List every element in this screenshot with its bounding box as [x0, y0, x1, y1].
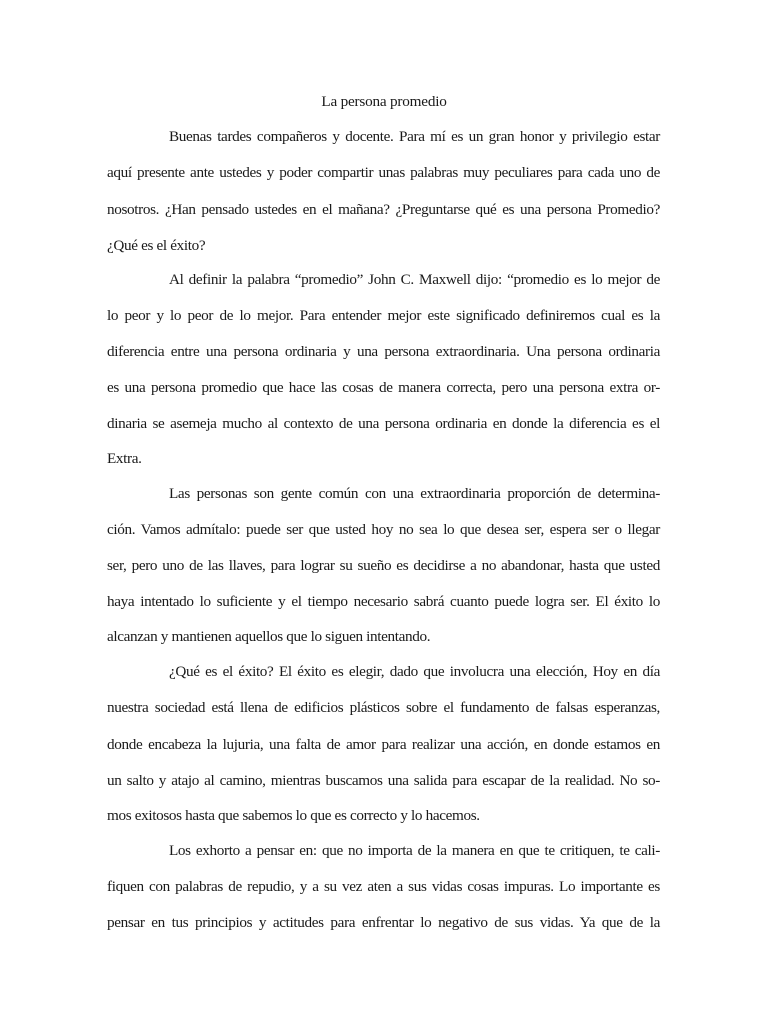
paragraph-line: haya intentado lo suficiente y el tiempo necesario sabrá cuanto puede logra ser. El éxito lo: [107, 593, 660, 610]
paragraph-line: alcanzan y mantienen aquellos que lo siguen intentando.: [107, 628, 431, 645]
paragraph-line: nosotros. ¿Han pensado ustedes en el mañana? ¿Preguntarse qué es una persona Promedio?: [107, 201, 660, 218]
paragraph-line: ¿Qué es el éxito? El éxito es elegir, dado que involucra una elección, Hoy en día: [169, 663, 660, 680]
paragraph-line: diferencia entre una persona ordinaria y una persona extraordinaria. Una persona ordinaria: [107, 343, 660, 360]
paragraph-line: es una persona promedio que hace las cosas de manera correcta, pero una persona extra or-: [107, 379, 660, 396]
paragraph-line: ser, pero uno de las llaves, para lograr su sueño es decidirse a no abandonar, hasta que usted: [107, 557, 660, 574]
paragraph-line: ¿Qué es el éxito?: [107, 237, 206, 254]
paragraph-line: donde encabeza la lujuria, una falta de amor para realizar una acción, en donde estamos en: [107, 736, 660, 753]
paragraph-line: nuestra sociedad está llena de edificios plásticos sobre el fundamento de falsas esperanzas,: [107, 699, 660, 716]
document-title: La persona promedio: [321, 93, 447, 110]
paragraph-line: aquí presente ante ustedes y poder compartir unas palabras muy peculiares para cada uno de: [107, 164, 660, 181]
paragraph-line: lo peor y lo peor de lo mejor. Para entender mejor este significado definiremos cual es la: [107, 307, 660, 324]
paragraph-line: Los exhorto a pensar en: que no importa de la manera en que te critiquen, te cali-: [169, 842, 660, 859]
paragraph-line: mos exitosos hasta que sabemos lo que es correcto y lo hacemos.: [107, 807, 480, 824]
paragraph-line: Buenas tardes compañeros y docente. Para mí es un gran honor y privilegio estar: [169, 128, 660, 145]
paragraph-line: fiquen con palabras de repudio, y a su vez aten a sus vidas cosas impuras. Lo importante es: [107, 878, 660, 895]
paragraph-line: Al definir la palabra “promedio” John C. Maxwell dijo: “promedio es lo mejor de: [169, 271, 660, 288]
paragraph-line: ción. Vamos admítalo: puede ser que usted hoy no sea lo que desea ser, espera ser o llegar: [107, 521, 660, 538]
paragraph-line: pensar en tus principios y actitudes para enfrentar lo negativo de sus vidas. Ya que de la: [107, 914, 660, 931]
paragraph-line: Las personas son gente común con una extraordinaria proporción de determina-: [169, 485, 660, 502]
paragraph-line: un salto y atajo al camino, mientras buscamos una salida para escapar de la realidad. No so-: [107, 772, 660, 789]
paragraph-line: Extra.: [107, 450, 142, 467]
paragraph-line: dinaria se asemeja mucho al contexto de una persona ordinaria en donde la diferencia es el: [107, 415, 660, 432]
